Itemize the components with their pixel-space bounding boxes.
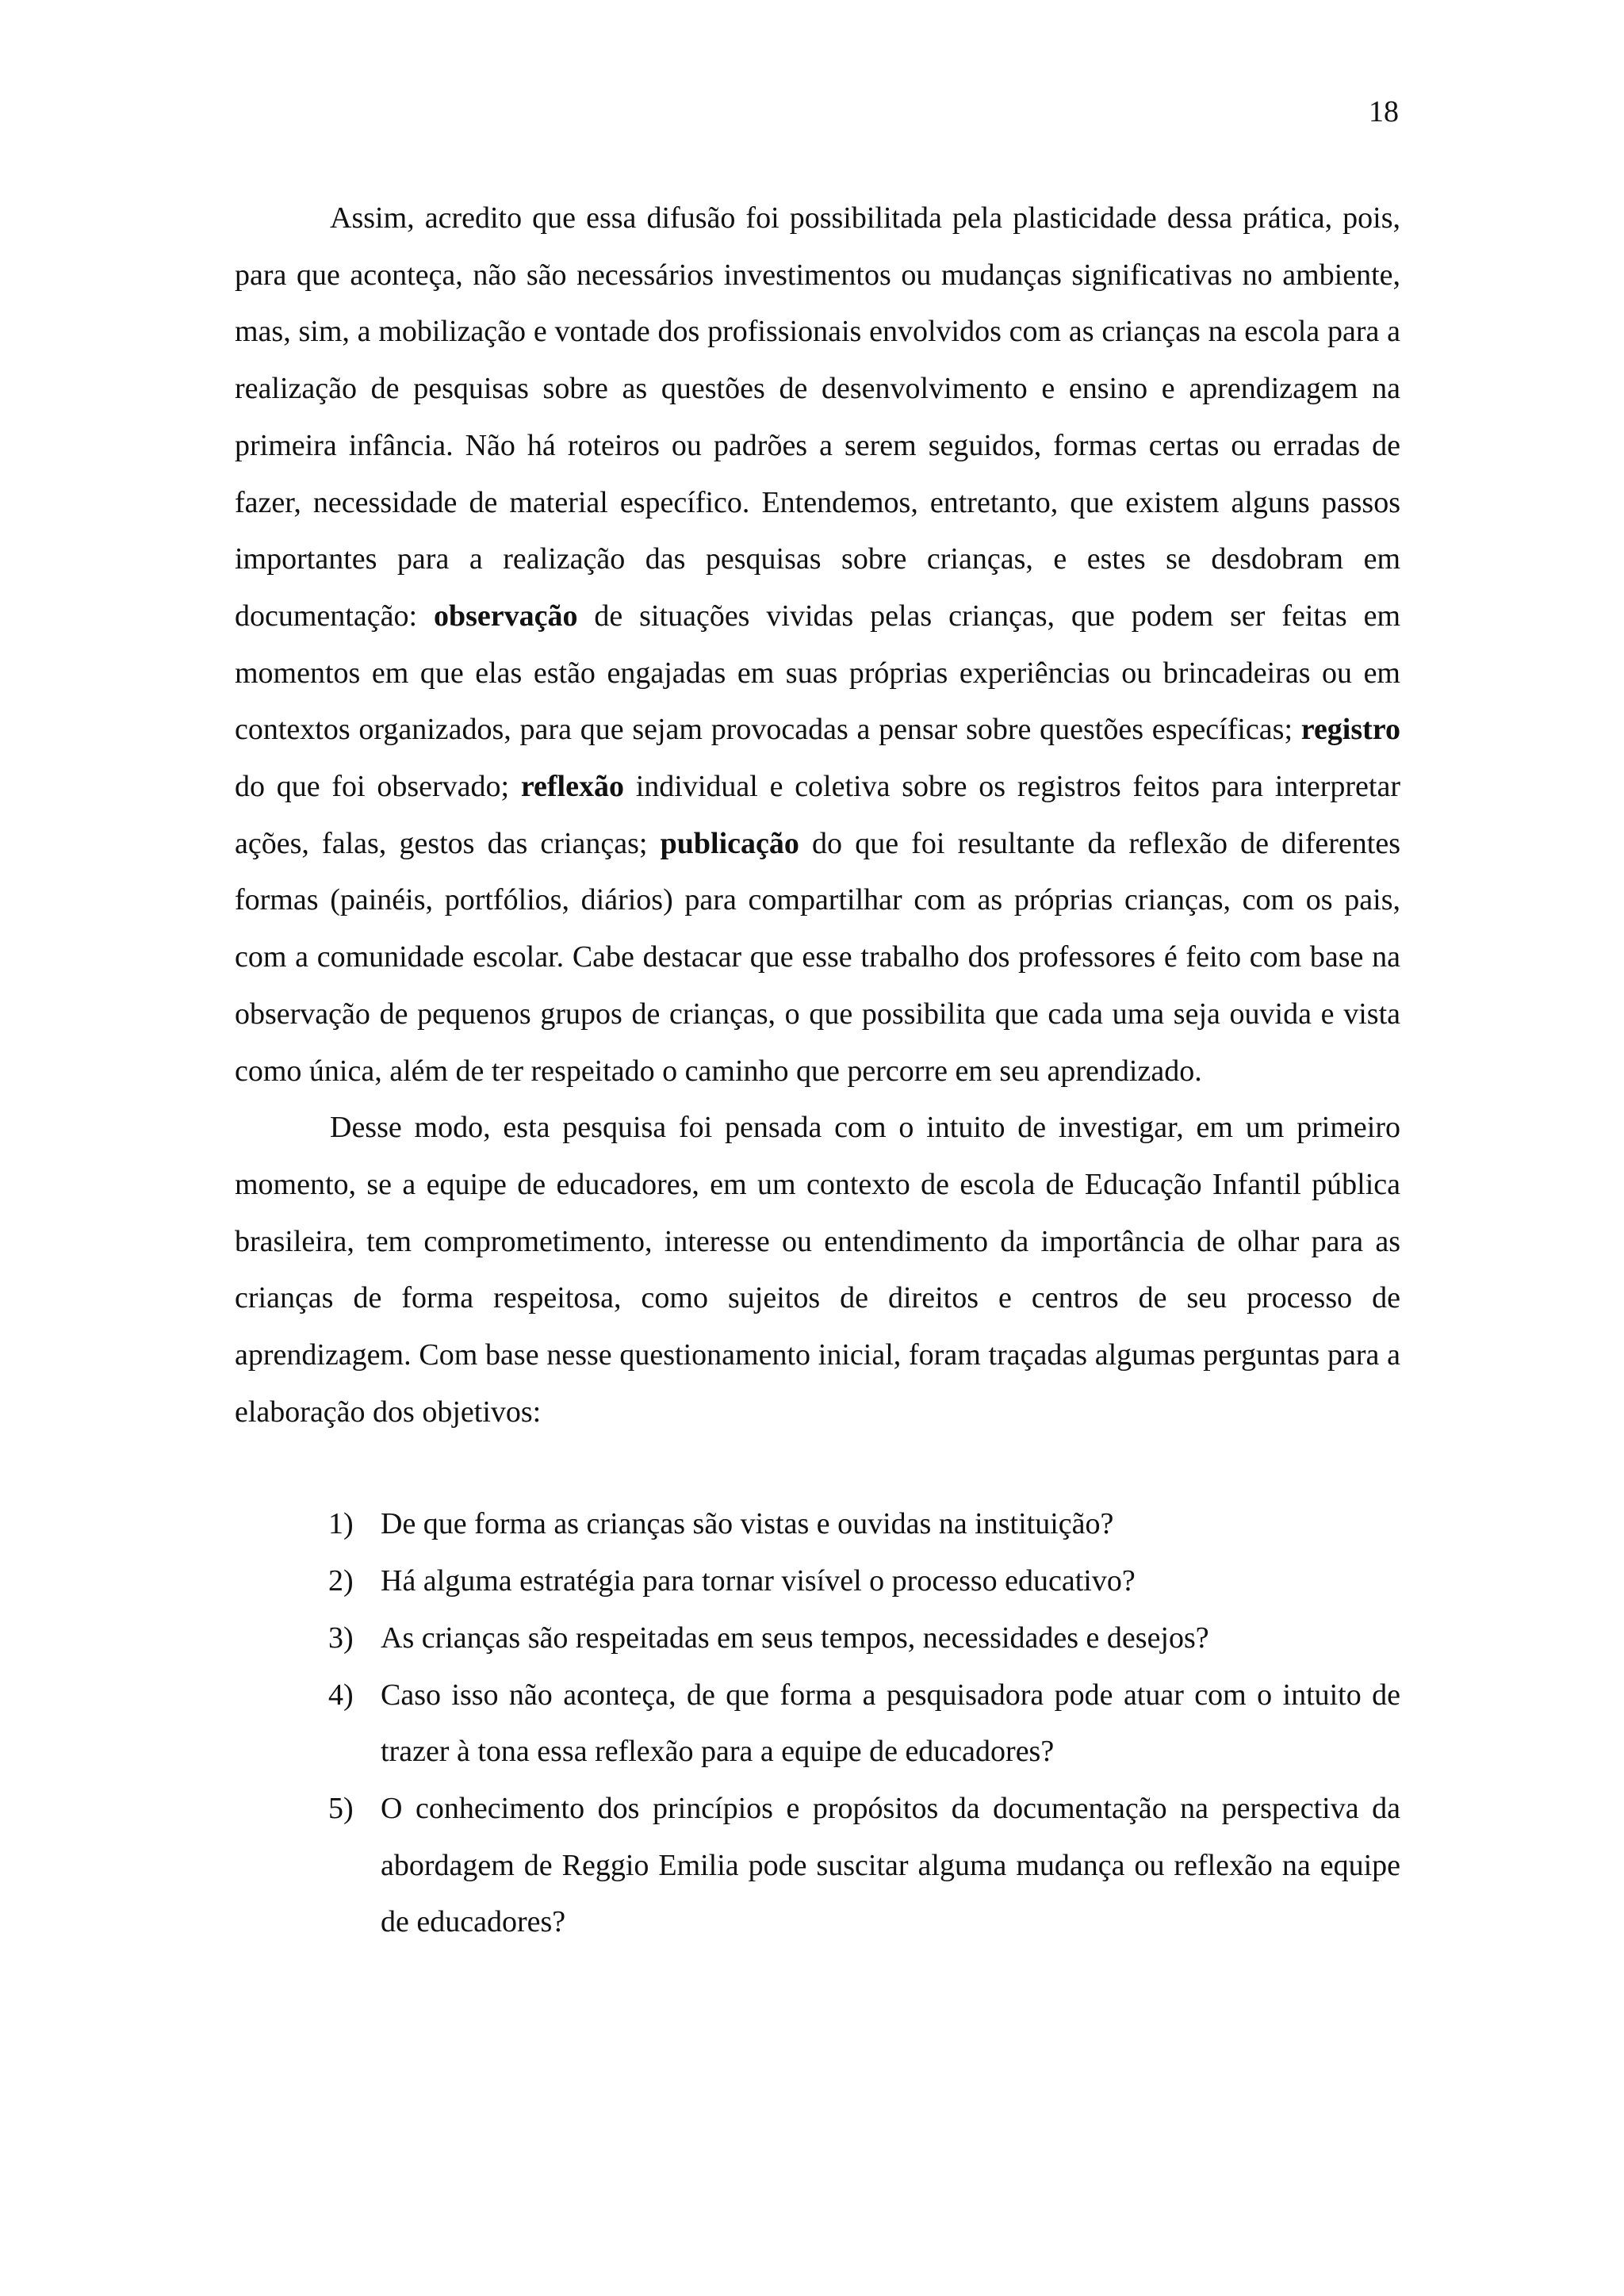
paragraph-1 xyxy=(235,190,1400,1100)
paragraph-text: do que foi observado; xyxy=(235,770,521,804)
bold-term-observacao: observação xyxy=(433,599,578,633)
list-item xyxy=(235,1667,1400,1781)
list-item-text: O conhecimento dos princípios e propósitos da documentação na perspectiva da abordagem de Reggio Emilia pode suscitar alguma mudança ou reflexão na equipe de educadores? xyxy=(381,1791,1400,1939)
bold-term-publicacao: publicação xyxy=(660,826,799,860)
bold-term-registro: registro xyxy=(1300,713,1400,747)
list-item-number: 1) xyxy=(328,1507,354,1541)
list-item xyxy=(235,1553,1400,1610)
paragraph-text: individual e coletiva sobre os registros feitos para interpretar ações, falas, gestos das crianças; xyxy=(235,770,1401,860)
research-questions-list xyxy=(235,1496,1400,1951)
list-item-number: 4) xyxy=(328,1678,354,1712)
list-item-text: De que forma as crianças são vistas e ouvidas na instituição? xyxy=(381,1507,1114,1541)
list-item xyxy=(235,1610,1400,1667)
page-number: 18 xyxy=(1369,95,1399,128)
paragraph-text: Assim, acredito que essa difusão foi possibilitada pela plasticidade dessa prática, pois, para que aconteça, não são necessários investimentos ou mudanças significativas no ambiente, mas, sim, a mobilização e vontade dos profissionais envolvidos com as crianças na escola para a realização de pesquisas sobre as questões de desenvolvimento e ensino e aprendizagem na primeira infância. Não há roteiros ou padrões a serem seguidos, formas certas ou erradas de fazer, necessidade de material específico. Entendemos, entretanto, que existem alguns passos importantes para a realização das pesquisas sobre crianças, e estes se desdobram em documentação: xyxy=(235,201,1400,633)
list-item-number: 3) xyxy=(328,1621,354,1655)
list-item-text: Há alguma estratégia para tornar visível o processo educativo? xyxy=(381,1564,1136,1598)
list-item xyxy=(235,1781,1400,1951)
bold-term-reflexao: reflexão xyxy=(520,770,624,804)
paragraph-text: de situações vividas pelas crianças, que podem ser feitas em momentos em que elas estão engajadas em suas próprias experiências ou brincadeiras ou em contextos organizados, para que sejam provocadas a pensar sobre questões específicas; xyxy=(235,599,1400,747)
paragraph-text: Desse modo, esta pesquisa foi pensada com o intuito de investigar, em um primeiro momento, se a equipe de educadores, em um contexto de escola de Educação Infantil pública brasileira, tem comprometimento, interesse ou entendimento da importância de olhar para as crianças de forma respeitosa, como sujeitos de direitos e centros de seu processo de aprendizagem. Com base nesse questionamento inicial, foram traçadas algumas perguntas para a elaboração dos objetivos: xyxy=(235,1111,1400,1429)
list-item-number: 5) xyxy=(328,1791,354,1825)
paragraph-2 xyxy=(235,1100,1400,1441)
list-item-text: Caso isso não aconteça, de que forma a pesquisadora pode atuar com o intuito de trazer à tona essa reflexão para a equipe de educadores? xyxy=(381,1678,1400,1769)
list-item-text: As crianças são respeitadas em seus tempos, necessidades e desejos? xyxy=(381,1621,1209,1655)
list-item xyxy=(235,1496,1400,1553)
list-item-number: 2) xyxy=(328,1564,354,1598)
page-body xyxy=(235,190,1400,1951)
paragraph-text: do que foi resultante da reflexão de diferentes formas (painéis, portfólios, diários) para compartilhar com as próprias crianças, com os pais, com a comunidade escolar. Cabe destacar que esse trabalho dos professores é feito com base na observação de pequenos grupos de crianças, o que possibilita que cada uma seja ouvida e vista como única, além de ter respeitado o caminho que percorre em seu aprendizado. xyxy=(235,826,1400,1088)
